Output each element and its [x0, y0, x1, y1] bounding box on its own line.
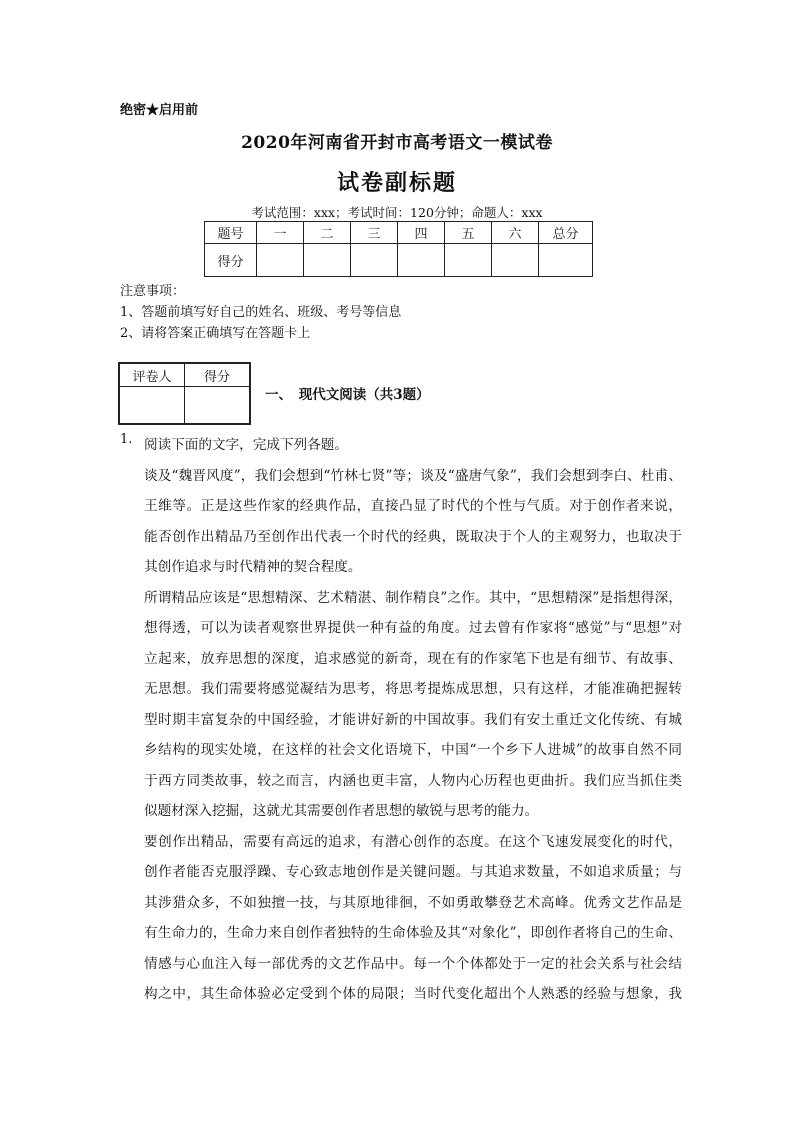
question-number: 1.: [120, 432, 133, 447]
passage-line: 有生命力的，生命力来自创作者独特的生命体验及其“对象化”，即创作者将自己的生命、: [144, 925, 682, 941]
score-table-value-row: [205, 244, 593, 277]
exam-meta: 考试范围：xxx；考试时间：120分钟；命题人：xxx: [251, 205, 543, 220]
passage-line: 乡结构的现实处境，在这样的社会文化语境下，中国“一个乡下人进城”的故事自然不同: [144, 742, 682, 758]
passage-line: 要创作出精品，需要有高远的追求，有潜心创作的态度。在这个飞速发展变化的时代，: [144, 833, 682, 850]
exam-subtitle: 试卷副标题: [336, 170, 457, 196]
grader-header-cell: 评卷人: [119, 363, 185, 387]
passage-line: 创作者能否克服浮躁、专心致志地创作是关键问题。与其追求数量，不如追求质量；与: [144, 864, 682, 880]
passage-line: 立起来，放弃思想的深度，追求感觉的新奇，现在有的作家笔下也是有细节、有故事、: [144, 650, 682, 667]
score-header-cell: 总分: [539, 222, 593, 244]
notes-heading: 注意事项：: [120, 284, 186, 299]
secret-mark: 绝密★启用前: [120, 103, 199, 118]
passage-line: 想得透，可以为读者观察世界提供一种有益的角度。过去曾有作家将“感觉”与“思想”对: [144, 620, 682, 636]
notes: [120, 281, 401, 344]
passage-line: 能否创作出精品乃至创作出代表一个时代的经典，既取决于个人的主观努力，也取决于: [144, 528, 682, 545]
score-table-header-row: [205, 222, 593, 244]
passage-line: 其涉猎众多，不如独擅一技，与其原地徘徊，不如勇敢攀登艺术高峰。优秀文艺作品是: [144, 894, 682, 911]
score-header-cell: 五: [445, 222, 492, 244]
passage-line: 王维等。正是这些作家的经典作品，直接凸显了时代的个性与气质。对于创作者来说，: [144, 498, 682, 514]
score-header-cell: 六: [492, 222, 539, 244]
section-title: 一、 现代文阅读（共3题）: [265, 387, 430, 403]
notes-item: 1、答题前填写好自己的姓名、班级、考号等信息: [120, 305, 402, 320]
grader-header-cell: 得分: [185, 363, 251, 387]
score-cell[interactable]: [398, 244, 445, 277]
grader-table-value-row: [119, 387, 250, 425]
score-header-cell: 二: [304, 222, 351, 244]
passage-line: 其创作追求与时代精神的契合程度。: [144, 559, 362, 575]
score-cell[interactable]: [351, 244, 398, 277]
score-table: [204, 221, 593, 277]
grader-cell[interactable]: [185, 387, 251, 425]
exam-title: 2020年河南省开封市高考语文一模试卷: [241, 133, 553, 153]
notes-item: 2、请将答案正确填写在答题卡上: [120, 326, 311, 341]
passage-line: 型时期丰富复杂的中国经验，才能讲好新的中国故事。我们有安土重迁文化传统、有城: [144, 711, 682, 728]
score-cell[interactable]: [539, 244, 593, 277]
score-cell[interactable]: [492, 244, 539, 277]
score-cell[interactable]: [257, 244, 304, 277]
passage-line: 所谓精品应该是“思想精深、艺术精湛、制作精良”之作。其中，“思想精深”是指想得深，: [144, 589, 682, 606]
passage-line: 情感与心血注入每一部优秀的文艺作品中。每一个个体都处于一定的社会关系与社会结: [144, 955, 682, 972]
grader-table-header-row: [119, 363, 250, 387]
score-header-cell: 题号: [205, 222, 257, 244]
score-cell[interactable]: [445, 244, 492, 277]
passage-line: 于西方同类故事，较之而言，内涵也更丰富，人物内心历程也更曲折。我们应当抓住类: [144, 772, 682, 789]
passage-line: 构之中，其生命体验必定受到个体的局限；当时代变化超出个人熟悉的经验与想象，我: [144, 986, 682, 1002]
score-cell[interactable]: [304, 244, 351, 277]
score-header-cell: 一: [257, 222, 304, 244]
grader-cell[interactable]: [119, 387, 185, 425]
score-row-label: 得分: [205, 244, 257, 277]
passage-line: 阅读下面的文字，完成下列各题。: [144, 437, 348, 453]
passage-line: 无思想。我们需要将感觉凝结为思考，将思考提炼成思想，只有这样，才能准确把握转: [144, 681, 682, 697]
grader-table: [118, 362, 251, 425]
passage-line: 似题材深入挖掘，这就尤其需要创作者思想的敏锐与思考的能力。: [144, 803, 539, 819]
reading-passage: [144, 430, 682, 1010]
score-header-cell: 四: [398, 222, 445, 244]
passage-line: 谈及“魏晋风度”，我们会想到“竹林七贤”等；谈及“盛唐气象”，我们会想到李白、杜甫、: [144, 467, 682, 484]
score-header-cell: 三: [351, 222, 398, 244]
